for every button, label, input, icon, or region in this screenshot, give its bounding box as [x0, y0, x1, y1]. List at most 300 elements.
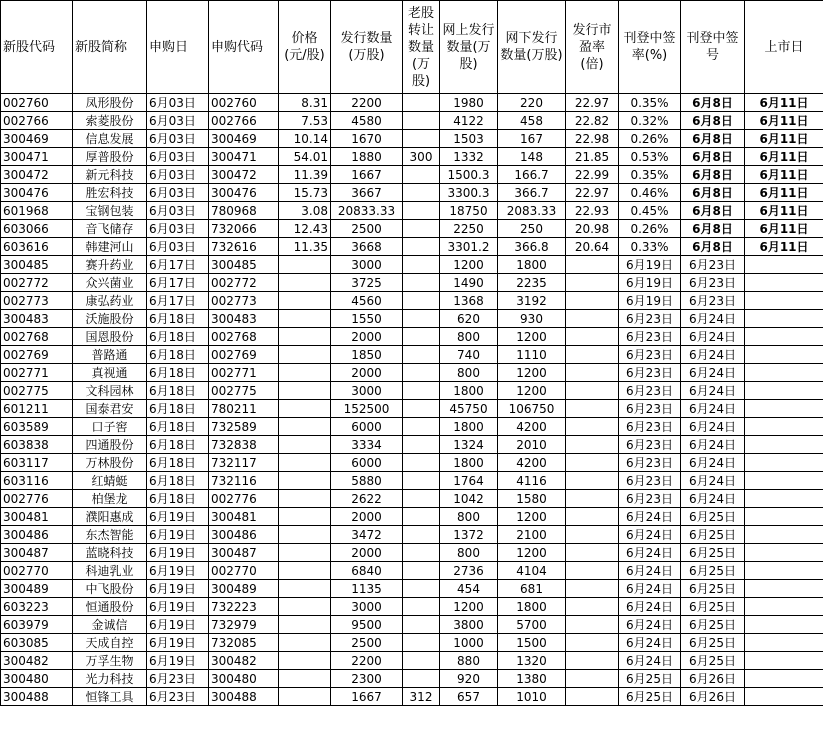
- online-issue-cell: 800: [440, 508, 498, 526]
- issue-volume-cell: 2200: [331, 652, 403, 670]
- old-share-transfer-cell: [403, 454, 440, 472]
- stock-code-cell: 300472: [1, 166, 73, 184]
- stock-code-cell: 002771: [1, 364, 73, 382]
- stock-name-cell: 万孚生物: [73, 652, 147, 670]
- stock-code-cell: 603223: [1, 598, 73, 616]
- subscription-code-cell: 732117: [209, 454, 279, 472]
- old-share-transfer-cell: [403, 562, 440, 580]
- subscription-code-cell: 002766: [209, 112, 279, 130]
- header-cell: 申购代码: [209, 1, 279, 94]
- online-issue-cell: 454: [440, 580, 498, 598]
- lottery-rate-cell: 6月23日: [619, 400, 681, 418]
- issue-volume-cell: 3000: [331, 256, 403, 274]
- subscription-date-cell: 6月19日: [147, 562, 209, 580]
- lottery-rate-cell: 6月24日: [619, 580, 681, 598]
- stock-name-cell: 国泰君安: [73, 400, 147, 418]
- issue-volume-cell: 1670: [331, 130, 403, 148]
- online-issue-cell: 2736: [440, 562, 498, 580]
- price-cell: [279, 490, 331, 508]
- listing-date-cell: [745, 508, 823, 526]
- table-row: [1, 166, 823, 184]
- lottery-number-date-cell: 6月25日: [681, 580, 745, 598]
- price-cell: 8.31: [279, 94, 331, 112]
- issue-pe-ratio-cell: 22.93: [566, 202, 619, 220]
- online-issue-cell: 1503: [440, 130, 498, 148]
- table-row: [1, 202, 823, 220]
- old-share-transfer-cell: [403, 490, 440, 508]
- lottery-number-date-cell: 6月26日: [681, 670, 745, 688]
- online-issue-cell: 880: [440, 652, 498, 670]
- issue-pe-ratio-cell: [566, 490, 619, 508]
- stock-code-cell: 603066: [1, 220, 73, 238]
- table-row: [1, 256, 823, 274]
- table-row: [1, 310, 823, 328]
- table-row: [1, 544, 823, 562]
- stock-code-cell: 300480: [1, 670, 73, 688]
- subscription-date-cell: 6月19日: [147, 508, 209, 526]
- price-cell: [279, 454, 331, 472]
- subscription-date-cell: 6月03日: [147, 238, 209, 256]
- offline-issue-cell: 681: [498, 580, 566, 598]
- issue-pe-ratio-cell: [566, 310, 619, 328]
- issue-pe-ratio-cell: [566, 670, 619, 688]
- issue-pe-ratio-cell: [566, 508, 619, 526]
- header-cell: 发行数量(万股): [331, 1, 403, 94]
- table-row: [1, 94, 823, 112]
- listing-date-cell: 6月11日: [745, 238, 823, 256]
- subscription-date-cell: 6月03日: [147, 112, 209, 130]
- old-share-transfer-cell: [403, 634, 440, 652]
- old-share-transfer-cell: [403, 292, 440, 310]
- stock-code-cell: 300471: [1, 148, 73, 166]
- old-share-transfer-cell: [403, 544, 440, 562]
- issue-volume-cell: 1135: [331, 580, 403, 598]
- offline-issue-cell: 2100: [498, 526, 566, 544]
- stock-name-cell: 金诚信: [73, 616, 147, 634]
- online-issue-cell: 1490: [440, 274, 498, 292]
- online-issue-cell: 800: [440, 544, 498, 562]
- old-share-transfer-cell: [403, 220, 440, 238]
- lottery-rate-cell: 6月24日: [619, 652, 681, 670]
- subscription-date-cell: 6月19日: [147, 652, 209, 670]
- online-issue-cell: 3301.2: [440, 238, 498, 256]
- online-issue-cell: 620: [440, 310, 498, 328]
- lottery-number-date-cell: 6月8日: [681, 130, 745, 148]
- lottery-number-date-cell: 6月24日: [681, 436, 745, 454]
- subscription-date-cell: 6月19日: [147, 544, 209, 562]
- lottery-rate-cell: 6月23日: [619, 418, 681, 436]
- issue-volume-cell: 2500: [331, 220, 403, 238]
- offline-issue-cell: 1110: [498, 346, 566, 364]
- stock-code-cell: 300476: [1, 184, 73, 202]
- lottery-number-date-cell: 6月25日: [681, 562, 745, 580]
- subscription-date-cell: 6月19日: [147, 598, 209, 616]
- issue-pe-ratio-cell: [566, 526, 619, 544]
- subscription-code-cell: 300488: [209, 688, 279, 706]
- table-row: [1, 238, 823, 256]
- lottery-rate-cell: 6月23日: [619, 472, 681, 490]
- lottery-rate-cell: 6月19日: [619, 292, 681, 310]
- issue-volume-cell: 1880: [331, 148, 403, 166]
- stock-code-cell: 002768: [1, 328, 73, 346]
- subscription-date-cell: 6月18日: [147, 364, 209, 382]
- stock-code-cell: 002760: [1, 94, 73, 112]
- subscription-date-cell: 6月18日: [147, 328, 209, 346]
- issue-pe-ratio-cell: [566, 454, 619, 472]
- subscription-code-cell: 002770: [209, 562, 279, 580]
- stock-code-cell: 601211: [1, 400, 73, 418]
- price-cell: [279, 598, 331, 616]
- subscription-code-cell: 300487: [209, 544, 279, 562]
- lottery-number-date-cell: 6月23日: [681, 256, 745, 274]
- subscription-code-cell: 300480: [209, 670, 279, 688]
- price-cell: [279, 400, 331, 418]
- stock-code-cell: 002770: [1, 562, 73, 580]
- issue-volume-cell: 6840: [331, 562, 403, 580]
- issue-pe-ratio-cell: 20.98: [566, 220, 619, 238]
- subscription-date-cell: 6月03日: [147, 166, 209, 184]
- offline-issue-cell: 1500: [498, 634, 566, 652]
- lottery-number-date-cell: 6月8日: [681, 94, 745, 112]
- lottery-rate-cell: 6月23日: [619, 454, 681, 472]
- listing-date-cell: 6月11日: [745, 148, 823, 166]
- issue-pe-ratio-cell: [566, 346, 619, 364]
- listing-date-cell: [745, 634, 823, 652]
- listing-date-cell: [745, 472, 823, 490]
- stock-name-cell: 东杰智能: [73, 526, 147, 544]
- listing-date-cell: [745, 490, 823, 508]
- offline-issue-cell: 4200: [498, 454, 566, 472]
- offline-issue-cell: 1200: [498, 328, 566, 346]
- listing-date-cell: 6月11日: [745, 130, 823, 148]
- lottery-number-date-cell: 6月24日: [681, 400, 745, 418]
- offline-issue-cell: 1800: [498, 598, 566, 616]
- lottery-rate-cell: 0.53%: [619, 148, 681, 166]
- lottery-number-date-cell: 6月25日: [681, 508, 745, 526]
- lottery-rate-cell: 0.26%: [619, 130, 681, 148]
- subscription-code-cell: 002760: [209, 94, 279, 112]
- subscription-date-cell: 6月23日: [147, 688, 209, 706]
- subscription-date-cell: 6月03日: [147, 202, 209, 220]
- stock-code-cell: 002776: [1, 490, 73, 508]
- header-cell: 上市日: [745, 1, 823, 94]
- issue-volume-cell: 2300: [331, 670, 403, 688]
- issue-volume-cell: 20833.33: [331, 202, 403, 220]
- issue-pe-ratio-cell: 22.99: [566, 166, 619, 184]
- price-cell: 12.43: [279, 220, 331, 238]
- price-cell: [279, 472, 331, 490]
- header-cell: 网下发行数量(万股): [498, 1, 566, 94]
- old-share-transfer-cell: [403, 598, 440, 616]
- lottery-number-date-cell: 6月8日: [681, 184, 745, 202]
- table-row: [1, 184, 823, 202]
- stock-name-cell: 普路通: [73, 346, 147, 364]
- issue-pe-ratio-cell: 22.97: [566, 184, 619, 202]
- issue-pe-ratio-cell: 22.98: [566, 130, 619, 148]
- table-row: [1, 436, 823, 454]
- lottery-number-date-cell: 6月24日: [681, 454, 745, 472]
- listing-date-cell: [745, 598, 823, 616]
- lottery-number-date-cell: 6月25日: [681, 616, 745, 634]
- listing-date-cell: 6月11日: [745, 220, 823, 238]
- table-row: [1, 526, 823, 544]
- stock-name-cell: 信息发展: [73, 130, 147, 148]
- price-cell: [279, 364, 331, 382]
- lottery-number-date-cell: 6月24日: [681, 382, 745, 400]
- header-row: [1, 1, 823, 94]
- old-share-transfer-cell: [403, 310, 440, 328]
- stock-code-cell: 002775: [1, 382, 73, 400]
- old-share-transfer-cell: [403, 202, 440, 220]
- online-issue-cell: 1200: [440, 598, 498, 616]
- table-row: [1, 400, 823, 418]
- listing-date-cell: 6月11日: [745, 202, 823, 220]
- old-share-transfer-cell: [403, 274, 440, 292]
- offline-issue-cell: 106750: [498, 400, 566, 418]
- listing-date-cell: 6月11日: [745, 166, 823, 184]
- old-share-transfer-cell: [403, 130, 440, 148]
- stock-code-cell: 603085: [1, 634, 73, 652]
- lottery-rate-cell: 0.45%: [619, 202, 681, 220]
- online-issue-cell: 920: [440, 670, 498, 688]
- issue-pe-ratio-cell: 22.97: [566, 94, 619, 112]
- old-share-transfer-cell: [403, 526, 440, 544]
- issue-pe-ratio-cell: [566, 562, 619, 580]
- online-issue-cell: 1800: [440, 382, 498, 400]
- header-cell: 刊登中签号: [681, 1, 745, 94]
- online-issue-cell: 3800: [440, 616, 498, 634]
- lottery-rate-cell: 0.26%: [619, 220, 681, 238]
- online-issue-cell: 740: [440, 346, 498, 364]
- stock-name-cell: 康弘药业: [73, 292, 147, 310]
- subscription-date-cell: 6月17日: [147, 292, 209, 310]
- price-cell: [279, 274, 331, 292]
- subscription-date-cell: 6月18日: [147, 490, 209, 508]
- old-share-transfer-cell: [403, 508, 440, 526]
- stock-code-cell: 300481: [1, 508, 73, 526]
- old-share-transfer-cell: [403, 94, 440, 112]
- lottery-number-date-cell: 6月8日: [681, 166, 745, 184]
- table-row: [1, 130, 823, 148]
- offline-issue-cell: 220: [498, 94, 566, 112]
- subscription-code-cell: 300481: [209, 508, 279, 526]
- lottery-number-date-cell: 6月25日: [681, 544, 745, 562]
- old-share-transfer-cell: [403, 364, 440, 382]
- offline-issue-cell: 1380: [498, 670, 566, 688]
- issue-pe-ratio-cell: [566, 400, 619, 418]
- offline-issue-cell: 167: [498, 130, 566, 148]
- issue-pe-ratio-cell: [566, 688, 619, 706]
- price-cell: [279, 436, 331, 454]
- lottery-rate-cell: 6月24日: [619, 526, 681, 544]
- online-issue-cell: 1372: [440, 526, 498, 544]
- issue-pe-ratio-cell: [566, 256, 619, 274]
- stock-name-cell: 四通股份: [73, 436, 147, 454]
- subscription-code-cell: 732223: [209, 598, 279, 616]
- price-cell: [279, 418, 331, 436]
- issue-volume-cell: 2000: [331, 544, 403, 562]
- online-issue-cell: 2250: [440, 220, 498, 238]
- online-issue-cell: 1000: [440, 634, 498, 652]
- lottery-rate-cell: 6月24日: [619, 598, 681, 616]
- old-share-transfer-cell: [403, 436, 440, 454]
- stock-code-cell: 300483: [1, 310, 73, 328]
- old-share-transfer-cell: [403, 400, 440, 418]
- old-share-transfer-cell: [403, 184, 440, 202]
- subscription-date-cell: 6月18日: [147, 454, 209, 472]
- price-cell: [279, 544, 331, 562]
- lottery-number-date-cell: 6月24日: [681, 472, 745, 490]
- stock-name-cell: 厚普股份: [73, 148, 147, 166]
- subscription-code-cell: 732116: [209, 472, 279, 490]
- subscription-code-cell: 002772: [209, 274, 279, 292]
- stock-name-cell: 韩建河山: [73, 238, 147, 256]
- subscription-code-cell: 002768: [209, 328, 279, 346]
- price-cell: 11.39: [279, 166, 331, 184]
- subscription-code-cell: 732589: [209, 418, 279, 436]
- subscription-code-cell: 300476: [209, 184, 279, 202]
- issue-volume-cell: 5880: [331, 472, 403, 490]
- online-issue-cell: 800: [440, 328, 498, 346]
- lottery-rate-cell: 0.35%: [619, 94, 681, 112]
- subscription-code-cell: 732979: [209, 616, 279, 634]
- table-row: [1, 562, 823, 580]
- stock-name-cell: 科迪乳业: [73, 562, 147, 580]
- stock-name-cell: 恒通股份: [73, 598, 147, 616]
- header-cell: 新股代码: [1, 1, 73, 94]
- listing-date-cell: [745, 274, 823, 292]
- old-share-transfer-cell: [403, 472, 440, 490]
- online-issue-cell: 1980: [440, 94, 498, 112]
- lottery-number-date-cell: 6月23日: [681, 274, 745, 292]
- header-cell: 价格(元/股): [279, 1, 331, 94]
- price-cell: [279, 526, 331, 544]
- issue-volume-cell: 2000: [331, 328, 403, 346]
- stock-name-cell: 凤形股份: [73, 94, 147, 112]
- stock-code-cell: 300486: [1, 526, 73, 544]
- offline-issue-cell: 2235: [498, 274, 566, 292]
- table-row: [1, 112, 823, 130]
- old-share-transfer-cell: [403, 382, 440, 400]
- stock-code-cell: 300489: [1, 580, 73, 598]
- lottery-rate-cell: 6月19日: [619, 256, 681, 274]
- issue-volume-cell: 1667: [331, 166, 403, 184]
- table-row: [1, 508, 823, 526]
- issue-volume-cell: 6000: [331, 454, 403, 472]
- listing-date-cell: [745, 382, 823, 400]
- offline-issue-cell: 1200: [498, 508, 566, 526]
- old-share-transfer-cell: [403, 418, 440, 436]
- stock-code-cell: 300485: [1, 256, 73, 274]
- issue-volume-cell: 3472: [331, 526, 403, 544]
- issue-pe-ratio-cell: [566, 472, 619, 490]
- stock-name-cell: 胜宏科技: [73, 184, 147, 202]
- old-share-transfer-cell: [403, 238, 440, 256]
- online-issue-cell: 657: [440, 688, 498, 706]
- subscription-code-cell: 732616: [209, 238, 279, 256]
- issue-pe-ratio-cell: [566, 364, 619, 382]
- online-issue-cell: 1324: [440, 436, 498, 454]
- old-share-transfer-cell: [403, 166, 440, 184]
- offline-issue-cell: 250: [498, 220, 566, 238]
- lottery-number-date-cell: 6月23日: [681, 292, 745, 310]
- subscription-date-cell: 6月03日: [147, 184, 209, 202]
- price-cell: [279, 346, 331, 364]
- stock-name-cell: 音飞储存: [73, 220, 147, 238]
- issue-volume-cell: 2500: [331, 634, 403, 652]
- stock-name-cell: 赛升药业: [73, 256, 147, 274]
- lottery-number-date-cell: 6月24日: [681, 490, 745, 508]
- listing-date-cell: [745, 562, 823, 580]
- table-row: [1, 292, 823, 310]
- price-cell: [279, 292, 331, 310]
- stock-name-cell: 文科园林: [73, 382, 147, 400]
- lottery-rate-cell: 6月24日: [619, 562, 681, 580]
- price-cell: 15.73: [279, 184, 331, 202]
- old-share-transfer-cell: [403, 346, 440, 364]
- offline-issue-cell: 366.8: [498, 238, 566, 256]
- offline-issue-cell: 4104: [498, 562, 566, 580]
- old-share-transfer-cell: [403, 256, 440, 274]
- online-issue-cell: 4122: [440, 112, 498, 130]
- lottery-rate-cell: 6月23日: [619, 364, 681, 382]
- online-issue-cell: 1800: [440, 454, 498, 472]
- stock-name-cell: 中飞股份: [73, 580, 147, 598]
- subscription-code-cell: 780211: [209, 400, 279, 418]
- price-cell: 7.53: [279, 112, 331, 130]
- lottery-rate-cell: 6月24日: [619, 616, 681, 634]
- lottery-rate-cell: 6月25日: [619, 688, 681, 706]
- subscription-code-cell: 732085: [209, 634, 279, 652]
- online-issue-cell: 1764: [440, 472, 498, 490]
- listing-date-cell: 6月11日: [745, 94, 823, 112]
- offline-issue-cell: 930: [498, 310, 566, 328]
- lottery-number-date-cell: 6月25日: [681, 526, 745, 544]
- lottery-number-date-cell: 6月8日: [681, 202, 745, 220]
- issue-volume-cell: 3334: [331, 436, 403, 454]
- issue-volume-cell: 1850: [331, 346, 403, 364]
- stock-code-cell: 002769: [1, 346, 73, 364]
- subscription-code-cell: 002775: [209, 382, 279, 400]
- lottery-number-date-cell: 6月8日: [681, 220, 745, 238]
- issue-pe-ratio-cell: [566, 418, 619, 436]
- header-cell: 发行市盈率(倍): [566, 1, 619, 94]
- lottery-rate-cell: 6月23日: [619, 328, 681, 346]
- stock-name-cell: 索菱股份: [73, 112, 147, 130]
- listing-date-cell: [745, 688, 823, 706]
- offline-issue-cell: 2083.33: [498, 202, 566, 220]
- issue-volume-cell: 3000: [331, 382, 403, 400]
- listing-date-cell: [745, 652, 823, 670]
- table-row: [1, 670, 823, 688]
- issue-pe-ratio-cell: [566, 292, 619, 310]
- subscription-date-cell: 6月18日: [147, 418, 209, 436]
- lottery-rate-cell: 6月19日: [619, 274, 681, 292]
- stock-name-cell: 濮阳惠成: [73, 508, 147, 526]
- old-share-transfer-cell: [403, 112, 440, 130]
- lottery-rate-cell: 6月23日: [619, 436, 681, 454]
- price-cell: [279, 670, 331, 688]
- issue-pe-ratio-cell: [566, 616, 619, 634]
- old-share-transfer-cell: [403, 670, 440, 688]
- online-issue-cell: 800: [440, 364, 498, 382]
- issue-volume-cell: 3000: [331, 598, 403, 616]
- online-issue-cell: 1500.3: [440, 166, 498, 184]
- price-cell: [279, 310, 331, 328]
- online-issue-cell: 45750: [440, 400, 498, 418]
- lottery-number-date-cell: 6月24日: [681, 418, 745, 436]
- listing-date-cell: [745, 364, 823, 382]
